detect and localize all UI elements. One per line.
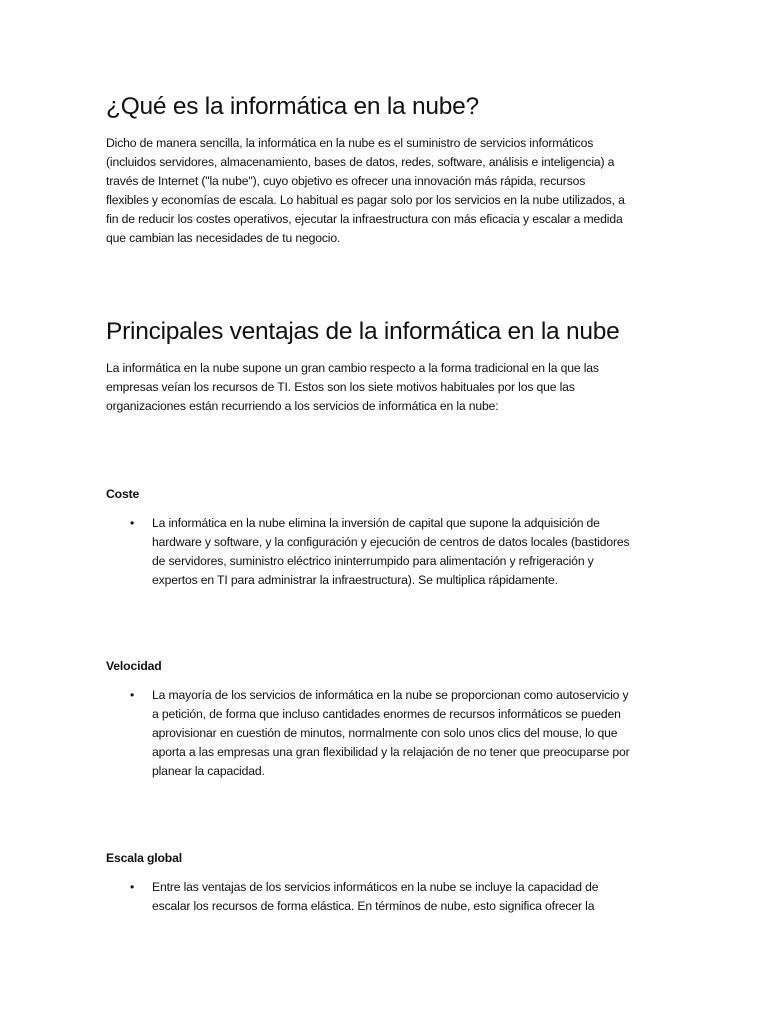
paragraph-line: organizaciones están recurriendo a los servicios de informática en la nube: bbox=[106, 399, 499, 413]
section-title-advantages: Principales ventajas de la informática en la nube bbox=[106, 318, 620, 345]
bullet-line: de servidores, suministro eléctrico ininterrumpido para alimentación y refrigeración y bbox=[152, 554, 594, 568]
paragraph-line: flexibles y economías de escala. Lo habitual es pagar solo por los servicios en la nube utilizados, a bbox=[106, 193, 625, 207]
paragraph-line: (incluidos servidores, almacenamiento, bases de datos, redes, software, análisis e inteligencia) a bbox=[106, 155, 615, 169]
bullet-text bbox=[152, 514, 692, 590]
intro-paragraph bbox=[106, 134, 666, 248]
bullet-text bbox=[152, 878, 692, 916]
bullet-line: escalar los recursos de forma elástica. En términos de nube, esto significa ofrecer la bbox=[152, 899, 595, 913]
bullet-line: La mayoría de los servicios de informática en la nube se proporcionan como autoservicio y bbox=[152, 688, 629, 702]
subheading-escala-global: Escala global bbox=[106, 851, 182, 865]
bullet-line: expertos en TI para administrar la infraestructura). Se multiplica rápidamente. bbox=[152, 573, 558, 587]
paragraph-line: Dicho de manera sencilla, la informática en la nube es el suministro de servicios informáticos bbox=[106, 136, 594, 150]
section-title-cloud-computing: ¿Qué es la informática en la nube? bbox=[106, 93, 479, 120]
bullet-line: planear la capacidad. bbox=[152, 764, 265, 778]
bullet-line: aprovisionar en cuestión de minutos, normalmente con solo unos clics del mouse, lo que bbox=[152, 726, 618, 740]
paragraph-line: través de Internet ("la nube"), cuyo objetivo es ofrecer una innovación más rápida, recursos bbox=[106, 174, 586, 188]
bullet-icon: • bbox=[130, 880, 135, 894]
subheading-coste: Coste bbox=[106, 487, 140, 501]
bullet-line: aporta a las empresas una gran flexibilidad y la relajación de no tener que preocuparse por bbox=[152, 745, 630, 759]
bullet-line: Entre las ventajas de los servicios informáticos en la nube se incluye la capacidad de bbox=[152, 880, 599, 894]
bullet-icon: • bbox=[130, 688, 135, 702]
bullet-line: La informática en la nube elimina la inversión de capital que supone la adquisición de bbox=[152, 516, 600, 530]
bullet-line: hardware y software, y la configuración y ejecución de centros de datos locales (bastidores bbox=[152, 535, 630, 549]
bullet-icon: • bbox=[130, 516, 135, 530]
paragraph-line: empresas veían los recursos de TI. Estos son los siete motivos habituales por los que las bbox=[106, 380, 575, 394]
subheading-velocidad: Velocidad bbox=[106, 659, 162, 673]
bullet-line: a petición, de forma que incluso cantidades enormes de recursos informáticos se pueden bbox=[152, 707, 621, 721]
bullet-text bbox=[152, 686, 692, 781]
paragraph-line: La informática en la nube supone un gran cambio respecto a la forma tradicional en la que las bbox=[106, 361, 599, 375]
paragraph-line: que cambian las necesidades de tu negocio. bbox=[106, 231, 341, 245]
paragraph-line: fin de reducir los costes operativos, ejecutar la infraestructura con más eficacia y escalar a medida bbox=[106, 212, 623, 226]
advantages-paragraph bbox=[106, 359, 666, 416]
